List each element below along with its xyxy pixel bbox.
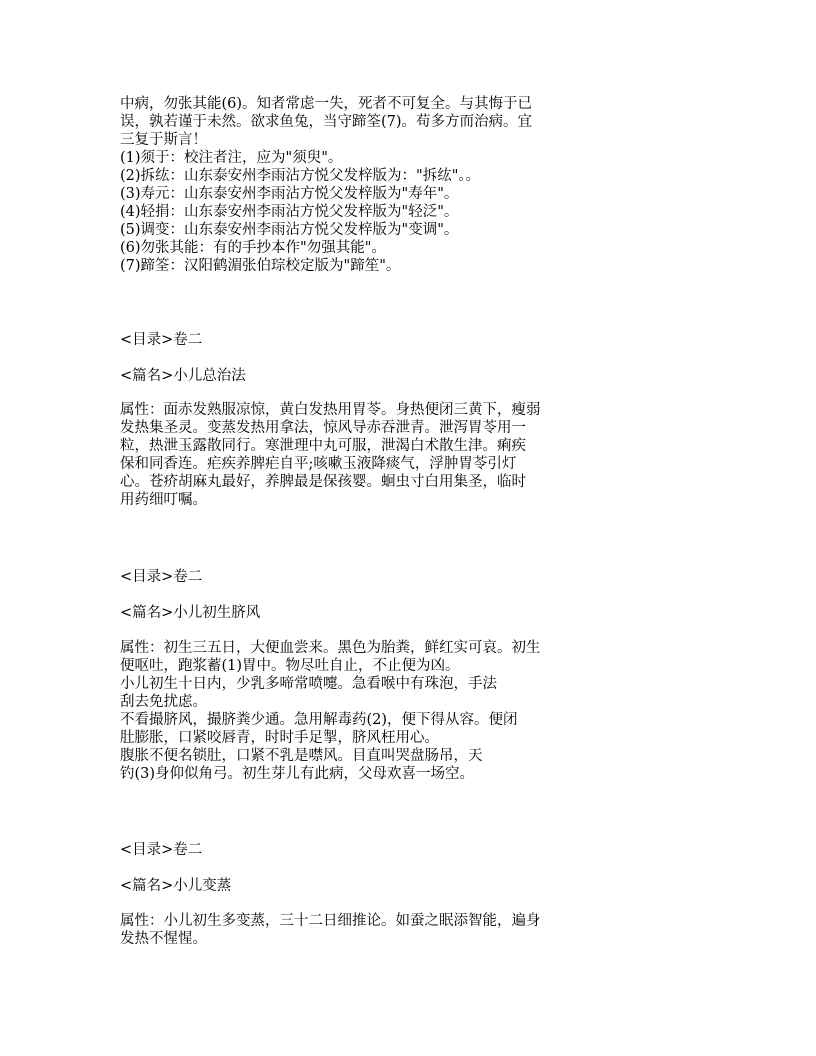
- text-line: (5)调变：山东泰安州李雨沾方悦父发梓版为"变调"。: [120, 222, 459, 238]
- text-line: 发热不惺惺。: [120, 931, 207, 947]
- text-line: <目录>卷二: [120, 842, 203, 858]
- text-line: 刮去免扰虑。: [120, 694, 207, 710]
- text-line: 不看撮脐风，撮脐粪少通。急用解毒药(2)，便下得从容。便闭: [120, 712, 518, 728]
- catalog-heading: [120, 331, 540, 349]
- text-line: 误，孰若谨于未然。欲求鱼兔，当守蹄筌(7)。苟多方而治病。宜: [120, 114, 533, 130]
- text-line: 属性：初生三五日，大便血尝来。黑色为胎粪，鲜红实可哀。初生: [120, 640, 541, 656]
- catalog-heading: [120, 568, 540, 586]
- text-line: 小儿初生十日内，少乳多啼常喷嚏。急看喉中有珠泡，手法: [120, 676, 497, 692]
- footnotes-paragraph: [120, 95, 540, 275]
- text-line: <篇名>小儿总治法: [120, 368, 246, 384]
- text-line: 三复于斯言！: [120, 132, 207, 148]
- text-line: 粒，热泄玉露散同行。寒泄理中丸可服，泄渴白术散生津。痢疾: [120, 438, 526, 454]
- text-line: 便呕吐，跑浆蓄(1)胃中。物尽吐自止，不止便为凶。: [120, 658, 460, 674]
- chapter-body: [120, 639, 540, 783]
- catalog-heading: [120, 841, 540, 859]
- chapter-title: [120, 877, 540, 895]
- chapter-title: [120, 367, 540, 385]
- text-line: (4)轻捐：山东泰安州李雨沾方悦父发梓版为"轻泛"。: [120, 204, 459, 220]
- text-line: <篇名>小儿初生脐风: [120, 605, 261, 621]
- text-line: 腹胀不便名锁肚，口紧不乳是噤风。目直叫哭盘肠吊，天: [120, 748, 483, 764]
- chapter-title: [120, 604, 540, 622]
- text-line: 心。苍疥胡麻丸最好，养脾最是保孩婴。蛔虫寸白用集圣，临时: [120, 474, 526, 490]
- text-line: 肚膨胀，口紧咬唇青，时时手足掣，脐风枉用心。: [120, 730, 439, 746]
- text-line: <目录>卷二: [120, 332, 203, 348]
- text-line: 保和同香连。疟疾养脾疟自平;咳嗽玉液降痰气，浮肿胃苓引灯: [120, 456, 517, 472]
- text-line: (6)勿张其能：有的手抄本作"勿强其能"。: [120, 240, 386, 256]
- text-line: 发热集圣灵。变蒸发热用拿法，惊风导赤吞泄青。泄泻胃苓用一: [120, 420, 526, 436]
- text-line: (3)寿元：山东泰安州李雨沾方悦父发梓版为"寿年"。: [120, 186, 459, 202]
- text-line: (2)拆纮：山东泰安州李雨沾方悦父发梓版为："拆纮"。。: [120, 168, 481, 184]
- text-line: 属性：小儿初生多变蒸，三十二日细推论。如蚕之眠添智能，遍身: [120, 913, 541, 929]
- text-line: (7)蹄筌：汉阳鹤湄张伯琮校定版为"蹄笙"。: [120, 258, 401, 274]
- text-line: 属性：面赤发熟服凉惊，黄白发热用胃苓。身热便闭三黄下，瘦弱: [120, 402, 541, 418]
- text-line: 中病，勿张其能(6)。知者常虑一失，死者不可复全。与其悔于已: [120, 96, 533, 112]
- text-line: 用药细叮嘱。: [120, 492, 207, 508]
- text-line: (1)须于：校注者注，应为"须臾"。: [120, 150, 343, 166]
- text-line: <目录>卷二: [120, 569, 203, 585]
- chapter-body: [120, 912, 540, 948]
- text-line: <篇名>小儿变蒸: [120, 878, 232, 894]
- text-line: 钓(3)身仰似角弓。初生芽儿有此病，父母欢喜一场空。: [120, 766, 475, 782]
- chapter-body: [120, 401, 540, 509]
